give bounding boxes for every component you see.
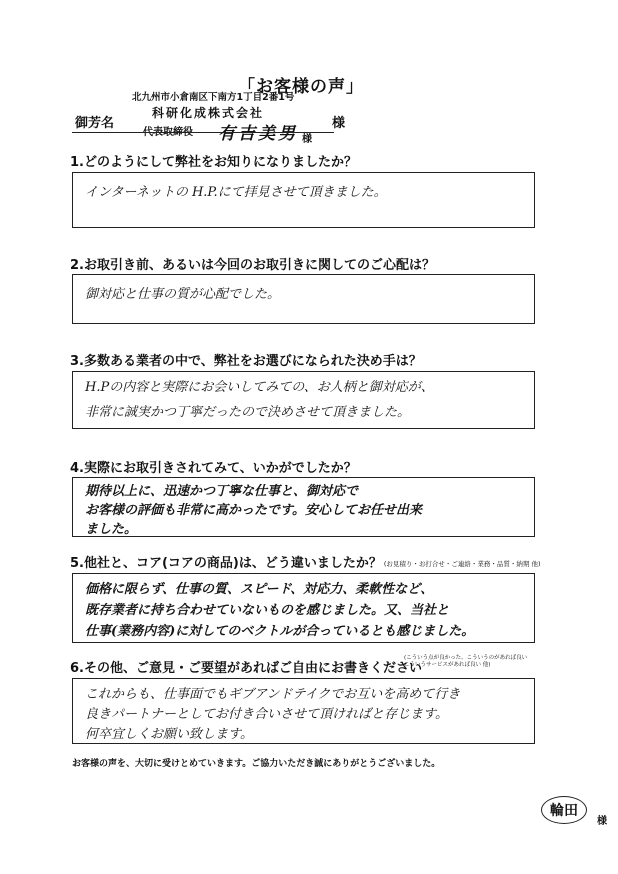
answer-box-5 <box>72 573 535 643</box>
name-stamp: 輪田 <box>541 796 587 824</box>
question-1: 1.どのようにして弊社をお知りになりましたか？ <box>70 155 357 170</box>
answer-2-line-1: 御対応と仕事の質が心配でした。 <box>85 287 281 302</box>
answer-4-line-3: ました。 <box>85 522 138 537</box>
question-5 <box>70 552 541 571</box>
answer-box-6 <box>72 678 535 744</box>
stamp-honorific: 様 <box>597 816 607 827</box>
question-5-label: 5.他社と、コア(コアの商品)は、どう違いましたか？ <box>70 556 382 571</box>
answer-4-line-1: 期待以上に、迅速かつ丁寧な仕事と、御対応で <box>85 484 359 499</box>
answer-4-line-2: お客様の評価も非常に高かったです。安心してお任せ出来 <box>85 503 422 518</box>
question-6-note-line-2: こういうサービスがあれば良い 他) <box>404 662 491 668</box>
question-5-note: (お見積り・お打合せ・ご連絡・業務・品質・納期 他) <box>383 560 541 568</box>
question-6: 6.その他、ご意見・ご要望があればご自由にお書きください <box>70 661 422 676</box>
answer-3-line-1: H.Pの内容と実際にお会いしてみての、お人柄と御対応が、 <box>85 380 434 395</box>
question-4: 4.実際にお取引きされてみて、いかがでしたか？ <box>70 461 357 476</box>
honorific: 様 <box>332 116 346 131</box>
answer-box-1 <box>72 172 535 228</box>
answer-box-3 <box>72 371 535 429</box>
form-title: 「お客様の声」 <box>238 77 364 97</box>
company-name: 科研化成株式会社 <box>152 106 265 120</box>
answer-box-2 <box>72 274 535 324</box>
answer-6-line-2: 良きパートナーとしてお付き合いさせて頂ければと存じます。 <box>85 707 448 722</box>
name-underline <box>72 132 334 133</box>
question-6-note <box>404 655 544 669</box>
answer-5-line-1: 価格に限らず、仕事の質、スピード、対応力、柔軟性など、 <box>85 582 434 597</box>
answer-box-4 <box>72 477 535 537</box>
answer-5-line-3: 仕事(業務内容)に対してのベクトルが合っているとも感じました。 <box>85 624 475 639</box>
representative-name: 有吉美男 <box>218 124 298 144</box>
honorific-small: 様 <box>302 134 312 145</box>
answer-5-line-2: 既存業者に持ち合わせていないものを感じました。又、当社と <box>85 603 450 618</box>
customer-address: 北九州市小倉南区下南方1丁目2番1号 <box>132 92 295 103</box>
answer-3-line-2: 非常に誠実かつ丁寧だったので決めさせて頂きました。 <box>85 405 411 420</box>
representative-title: 代表取締役 <box>143 127 193 138</box>
footer-message: お客様の声を、大切に受けとめていきます。ご協力いただき誠にありがとうございました。 <box>72 759 441 769</box>
question-3: 3.多数ある業者の中で、弊社をお選びになられた決め手は？ <box>70 354 422 369</box>
answer-6-line-1: これからも、仕事面でもギブアンドテイクでお互いを高めて行き <box>85 687 461 702</box>
name-label: 御芳名 <box>75 116 115 131</box>
question-2: 2.お取引き前、あるいは今回のお取引きに関してのご心配は？ <box>70 258 435 273</box>
answer-1-line-1: インターネットの H.P.にて拝見させて頂きました。 <box>85 185 387 200</box>
answer-6-line-3: 何卒宜しくお願い致します。 <box>85 727 253 742</box>
question-6-note-line-1: (こういう点が良かった、こういうのがあれば良い <box>404 655 528 661</box>
